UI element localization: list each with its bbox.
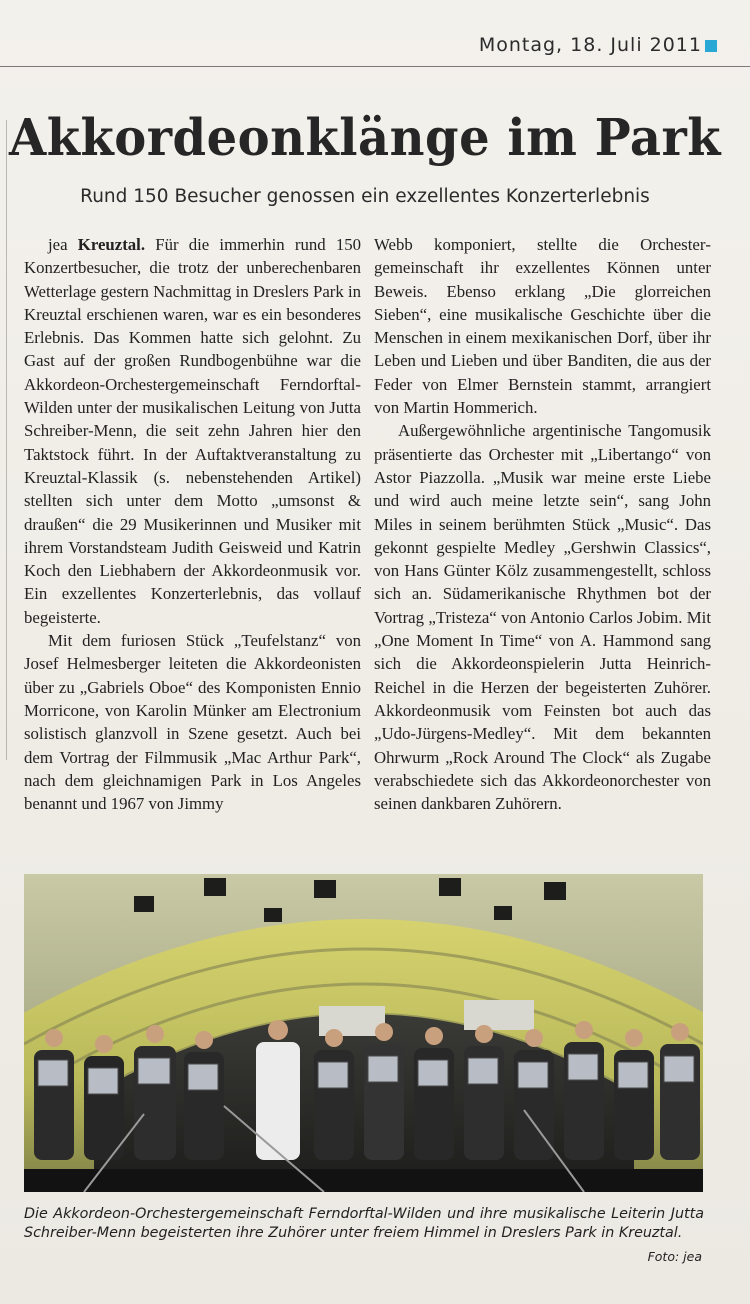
article-paragraph: Außergewöhnliche argentinische Tangomusik präsentierte das Orchester mit „Libertango“ von Astor Piazzolla. „Musik war meine erste Liebe und wird auch meine letzte sein“, sang John Miles in seinem berühmten Stück „Music“. Das gekonnt gespielte Medley „Gershwin Classics“, von Hans Günter Kölz zusammengestellt, schloss sich an. Südamerikanische Rhythmen bot der Vortrag „Tristeza“ von Antonio Carlos Jobim. Mit „One Moment In Time“ von A. Hammond sang sich die Akkordeonspielerin Jutta Heinrich-Reichel in die Herzen der begeisterten Zuhörer. Akkordeonmusik vom Feinsten bot auch das „Udo-Jürgens-Medley“. Mit dem bekannten Ohrwurm „Rock Around The Clock“ als Zugabe verabschiedete sich das Akkordeonorchester von seinen dankbaren Zuhörern.	[374, 421, 711, 814]
article-column-left	[24, 233, 361, 815]
section-marker-icon	[705, 40, 717, 52]
concert-photo	[24, 874, 703, 1192]
article-headline: Akkordeonklänge im Park	[8, 108, 722, 168]
byline: jea	[48, 235, 68, 254]
issue-date: Montag, 18. Juli 2011	[478, 34, 702, 56]
photo-credit: Foto: jea	[647, 1249, 702, 1264]
article-subheadline: Rund 150 Besucher genossen ein exzellentes Konzerterlebnis	[80, 186, 650, 207]
article-column-right	[374, 233, 711, 815]
margin-rule	[6, 120, 7, 760]
header-rule	[0, 66, 750, 67]
dateline-location: Kreuztal.	[77, 235, 146, 254]
article-paragraph: Webb komponiert, stellte die Orchestergemeinschaft ihr exzellentes Können unter Beweis. Ebenso erklang „Die glorreichen Sieben“, eine musikalische Geschichte über die Menschen in einem mexikanischen Dorf, über ihr Leben und Lieben und über Banditen, die aus der Feder von Elmer Bernstein stammt, arrangiert von Martin Hommerich.	[374, 235, 711, 418]
article-paragraph: Mit dem furiosen Stück „Teufelstanz“ von Josef Helmesberger leiteten die Akkordeonisten über zu „Gabriels Oboe“ des Komponisten Ennio Morricone, von Karolin Münker am Electronium solistisch glanzvoll in Szene gesetzt. Auch bei dem Vortrag der Filmmusik „Mac Arthur Park“, nach dem gleichnamigen Park in Los Angeles benannt und 1967 von Jimmy	[24, 631, 361, 814]
photo-caption: Die Akkordeon-Orchestergemeinschaft Ferndorftal-Wilden und ihre musikalische Leiterin Jutta Schreiber-Menn begeisterten ihre Zuhörer unter freiem Himmel in Dreslers Park in Kreuztal.	[24, 1206, 704, 1242]
paragraph-text: Für die immerhin rund 150 Konzertbesucher, die trotz der unberechenbaren Wetterlage gestern Nachmittag in Dreslers Park in Kreuztal erschienen waren, war es ein besonderes Erlebnis. Das Kommen hatte sich gelohnt. Zu Gast auf der großen Rundbogenbühne war die Akkordeon-Orchestergemeinschaft Ferndorftal-Wilden unter der musikalischen Leitung von Jutta Schreiber-Menn, die seit zehn Jahren hier den Taktstock führt. In der Auftaktveranstaltung zu Kreuztal-Klassik (s. nebenstehenden Artikel) stellten sich unter dem Motto „umsonst & draußen“ die 29 Musikerinnen und Musiker mit ihrem Vorstandsteam Judith Geisweid und Katrin Koch den Liebhabern der Akkordeonmusik vor. Ein exzellentes Konzerterlebnis, das vollauf begeisterte.	[24, 235, 361, 627]
article-paragraph	[24, 233, 361, 629]
